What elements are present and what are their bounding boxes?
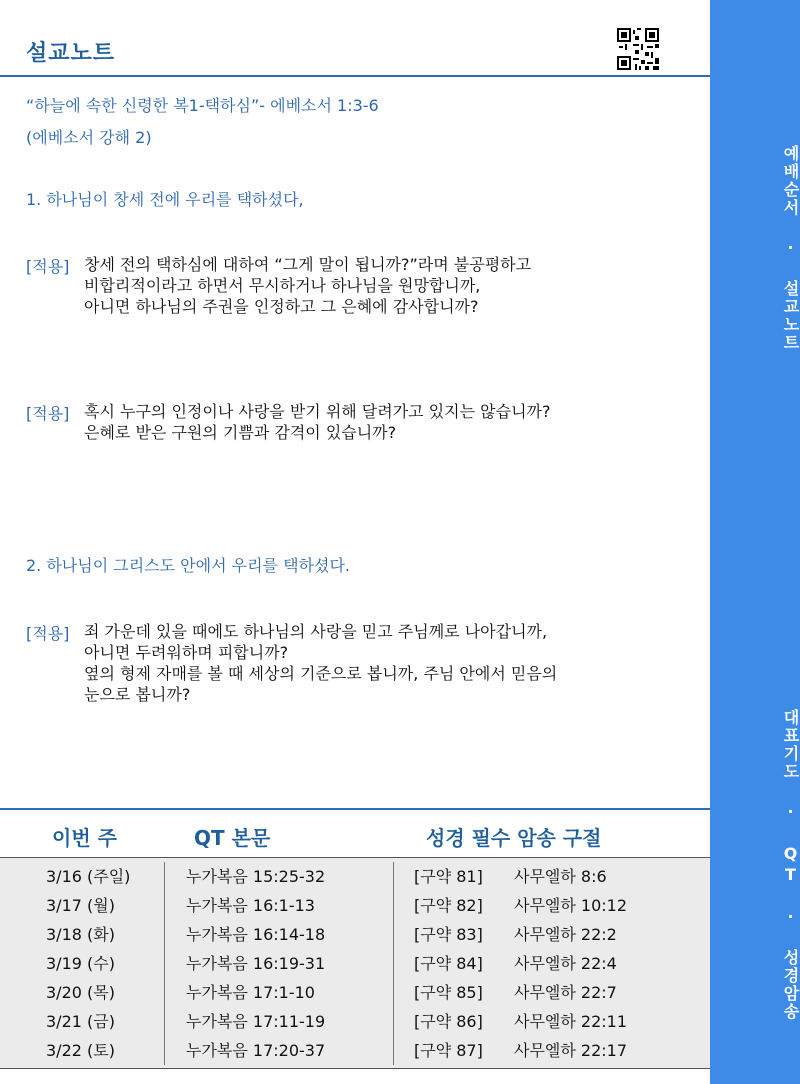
section-sidebar [710,0,800,1084]
sidebar-tab-worship-sermon[interactable]: 예배순서 · 설교노트 [781,144,800,352]
table-row [0,949,710,979]
row-verse: 사무엘하 8:6 [514,867,607,886]
point-2: 2. 하나님이 그리스도 안에서 우리를 택하셨다. [26,556,350,575]
apply-tag-3: [적용] [26,624,70,643]
row-verse-number: [구약 81] [414,867,483,886]
apply-3 [84,621,557,705]
row-verse: 사무엘하 22:7 [514,983,617,1002]
row-date: 3/21 (금) [46,1012,115,1031]
apply-2-line: 혹시 누구의 인정이나 사랑을 받기 위해 달려가고 있지는 않습니까? [84,402,551,421]
apply-2-line: 은혜로 받은 구원의 기쁨과 감격이 있습니까? [84,423,397,442]
row-date: 3/16 (주일) [46,867,131,886]
table-row [0,1036,710,1066]
row-qt: 누가복음 17:11-19 [186,1012,326,1031]
table-row [0,920,710,950]
table-border-bottom [0,1068,710,1069]
apply-1-line: 비합리적이라고 하면서 무시하거나 하나님을 원망합니까, [84,276,481,295]
row-verse: 사무엘하 22:11 [514,1012,628,1031]
row-verse: 사무엘하 22:17 [514,1041,628,1060]
page-title: 설교노트 [26,41,116,66]
table-row [0,1007,710,1037]
apply-tag-1: [적용] [26,257,70,276]
apply-3-line: 옆의 형제 자매를 볼 때 세상의 기준으로 봅니까, 주님 안에서 믿음의 [84,664,558,683]
sermon-series: (에베소서 강해 2) [26,128,152,147]
row-verse-number: [구약 82] [414,896,483,915]
row-date: 3/19 (수) [46,954,115,973]
table-row [0,891,710,921]
apply-1-line: 창세 전의 택하심에 대하여 “그게 말이 됩니까?”라며 불공평하고 [84,255,532,274]
row-verse-number: [구약 85] [414,983,483,1002]
row-verse: 사무엘하 10:12 [514,896,628,915]
point-1: 1. 하나님이 창세 전에 우리를 택하셨다, [26,190,304,209]
apply-3-line: 눈으로 봅니까? [84,685,191,704]
table-row [0,978,710,1008]
apply-3-line: 아니면 두려워하며 피합니까? [84,643,289,662]
schedule-top-divider [0,808,712,810]
sermon-title: “하늘에 속한 신령한 복1-택하심”- 에베소서 1:3-6 [26,96,379,115]
header-verse: 성경 필수 암송 구절 [426,826,602,850]
header-qt: QT 본문 [194,826,271,850]
row-verse-number: [구약 84] [414,954,483,973]
header-week: 이번 주 [52,826,117,850]
row-date: 3/20 (목) [46,983,115,1002]
table-row [0,862,710,892]
apply-tag-2: [적용] [26,404,70,423]
table-border-top [0,857,710,858]
row-qt: 누가복음 17:1-10 [186,983,315,1002]
apply-1 [84,254,531,317]
row-qt: 누가복음 16:14-18 [186,925,326,944]
row-verse-number: [구약 83] [414,925,483,944]
row-date: 3/18 (화) [46,925,115,944]
row-verse-number: [구약 87] [414,1041,483,1060]
apply-1-line: 아니면 하나님의 주권을 인정하고 그 은혜에 감사합니까? [84,297,479,316]
apply-2 [84,401,551,443]
row-qt: 누가복음 16:1-13 [186,896,315,915]
row-date: 3/17 (월) [46,896,115,915]
qr-code-icon[interactable] [617,28,659,70]
row-qt: 누가복음 17:20-37 [186,1041,326,1060]
row-qt: 누가복음 16:19-31 [186,954,326,973]
sidebar-tab-prayer-qt-memory[interactable]: 대표기도 · QT · 성경암송 [781,709,800,1021]
row-verse-number: [구약 86] [414,1012,483,1031]
row-verse: 사무엘하 22:2 [514,925,617,944]
apply-3-line: 죄 가운데 있을 때에도 하나님의 사랑을 믿고 주님께로 나아갑니까, [84,622,548,641]
row-qt: 누가복음 15:25-32 [186,867,326,886]
header-divider [0,75,712,77]
row-verse: 사무엘하 22:4 [514,954,617,973]
row-date: 3/22 (토) [46,1041,115,1060]
